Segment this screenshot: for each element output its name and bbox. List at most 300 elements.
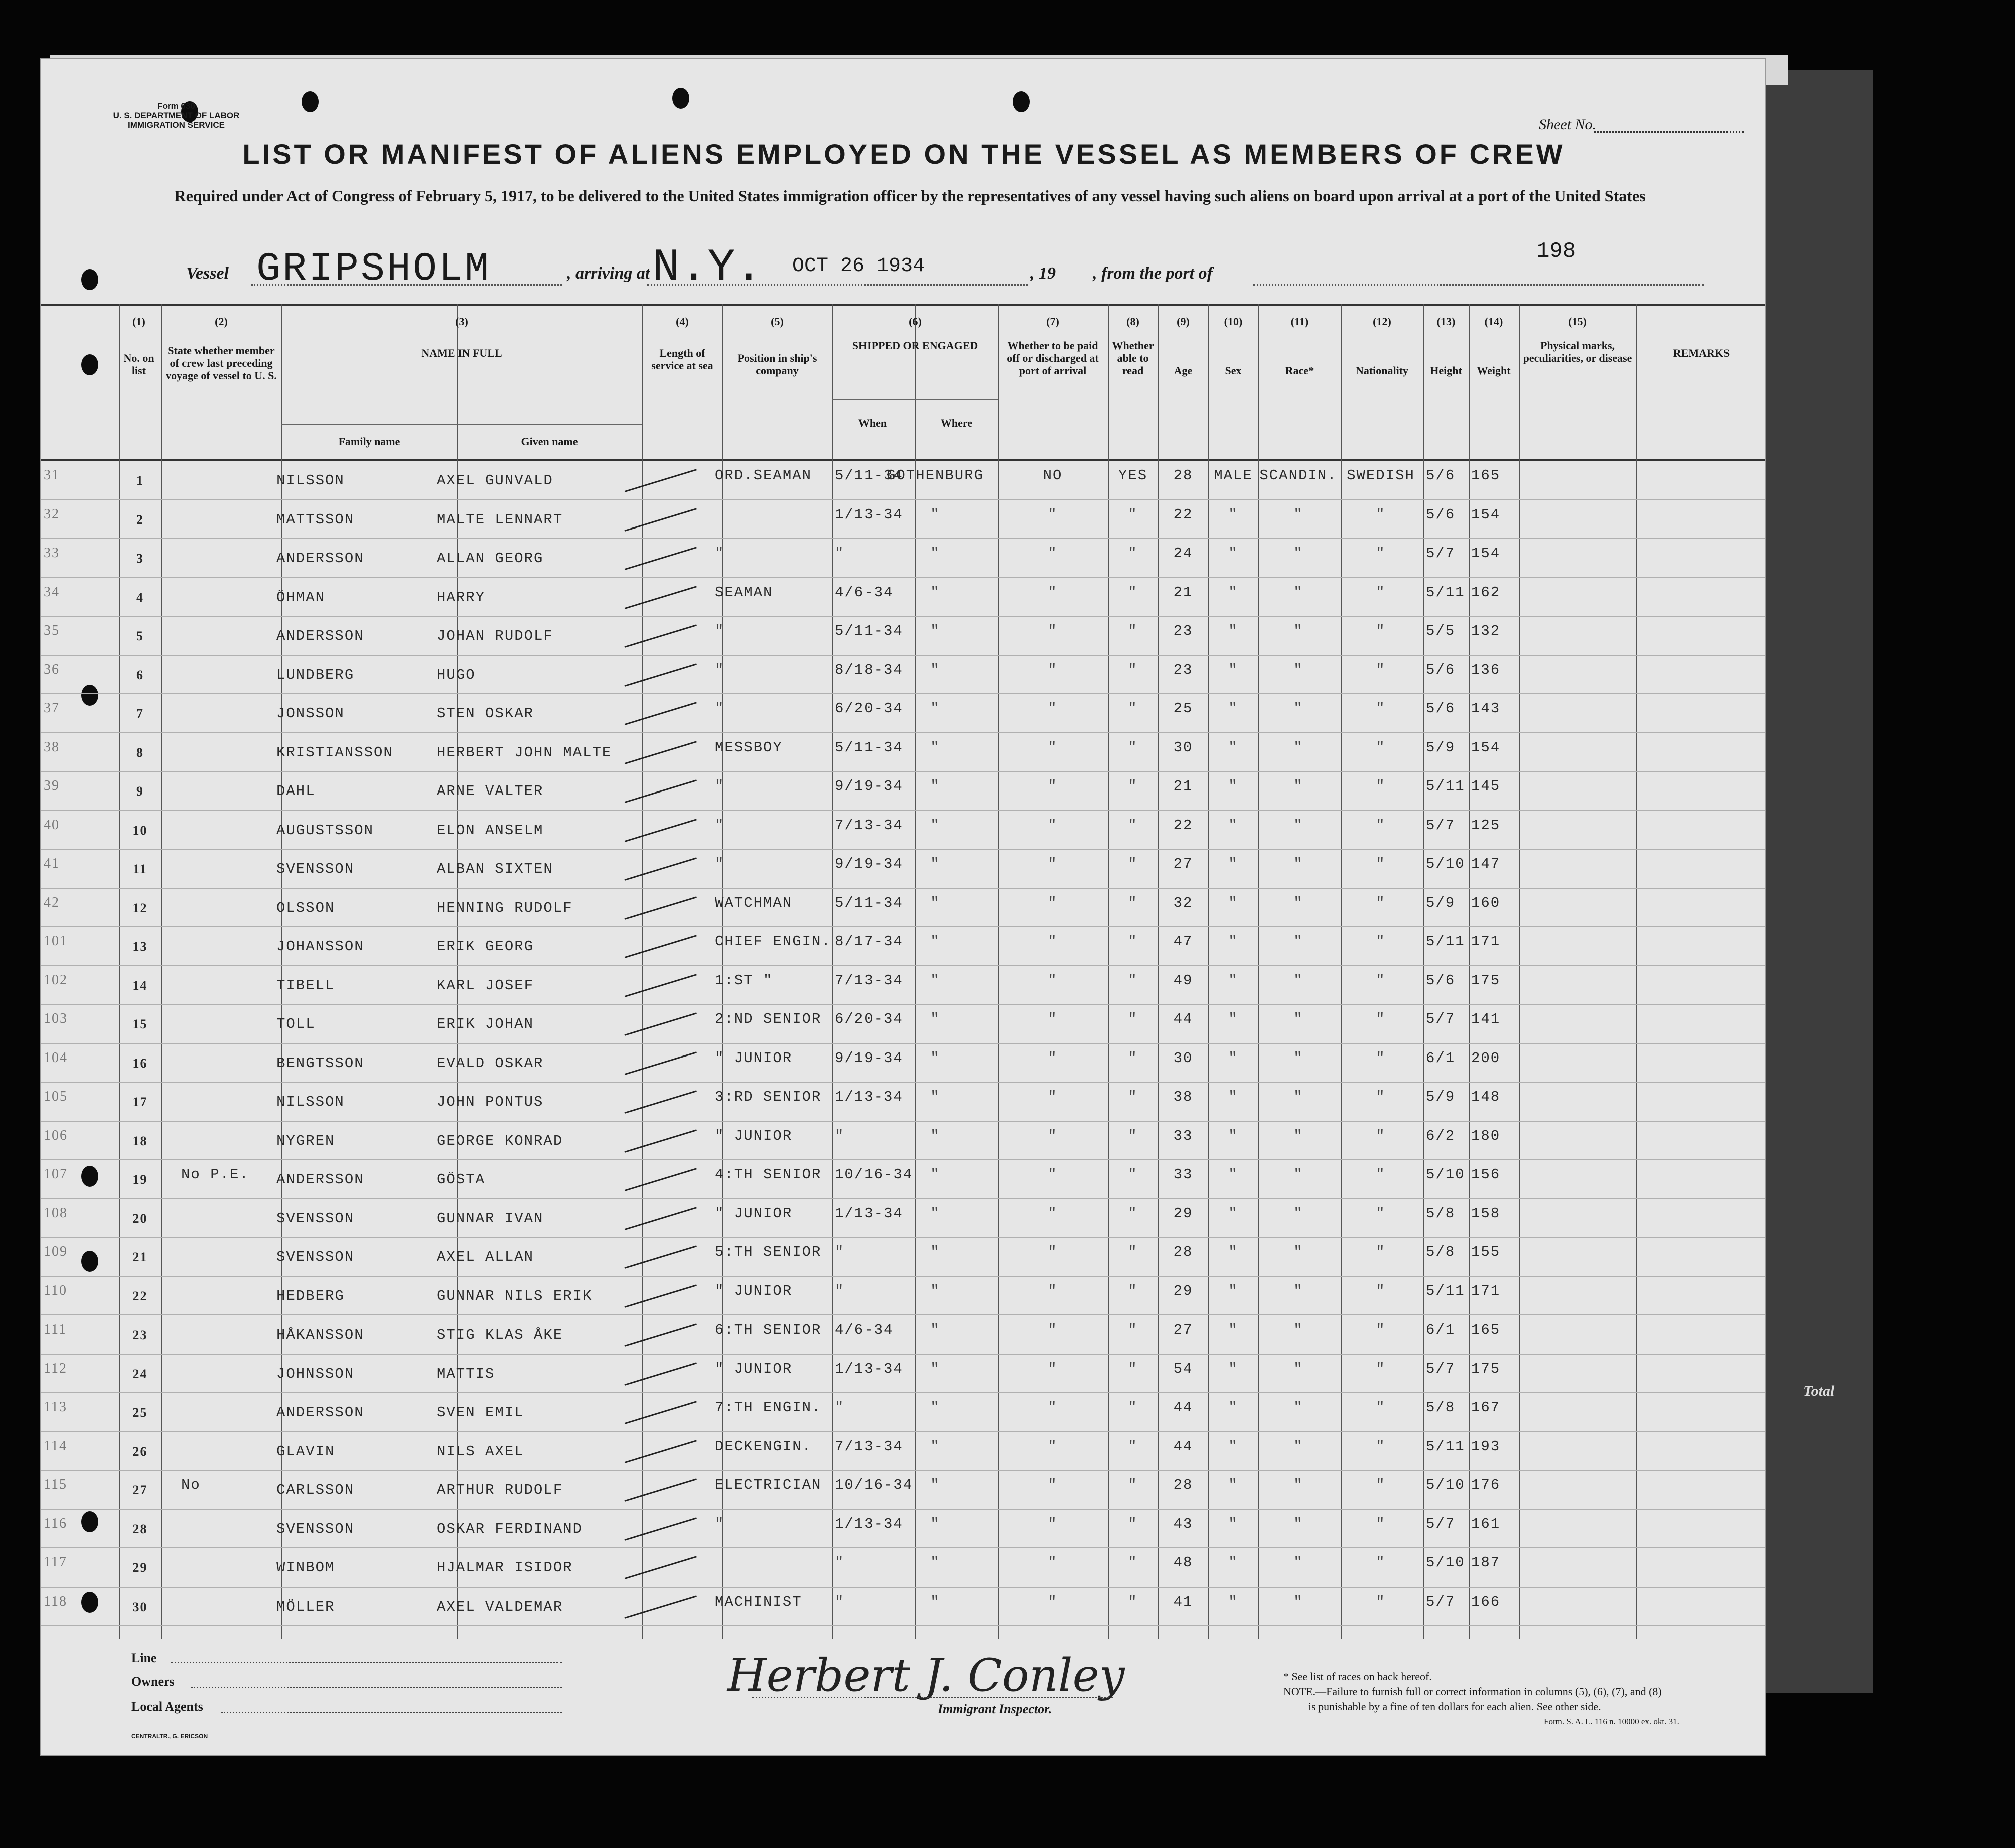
service-length-mark: [625, 1323, 697, 1347]
row-divider: [41, 1509, 1766, 1510]
given-name: SVEN EMIL: [437, 1404, 524, 1421]
age: 27: [1173, 1322, 1193, 1338]
col-6-header: SHIPPED OR ENGAGED: [852, 339, 978, 352]
service-length-mark: [625, 1478, 697, 1502]
margin-number: 35: [44, 623, 60, 638]
able-to-read: ": [1128, 545, 1138, 562]
total-label: Total: [1803, 1383, 1835, 1399]
age: 21: [1173, 584, 1193, 601]
sheet-number-label: Sheet No.: [1539, 116, 1596, 133]
nationality: ": [1376, 1360, 1386, 1377]
able-to-read: ": [1128, 1477, 1138, 1493]
shipped-when: 7/13-34: [835, 972, 903, 989]
row-divider: [41, 965, 1766, 966]
paid-off: ": [1048, 1399, 1058, 1416]
row-divider: [41, 499, 1766, 500]
sex: MALE: [1214, 467, 1253, 484]
family-name: GLAVIN: [276, 1443, 335, 1460]
age: 33: [1173, 1166, 1193, 1183]
height: 5/8: [1426, 1205, 1456, 1222]
voyage-number: 198: [1536, 239, 1576, 264]
race: ": [1293, 1438, 1303, 1455]
given-name: AXEL GUNVALD: [437, 472, 553, 489]
shipped-where: ": [930, 1166, 940, 1183]
service-length-mark: [625, 1207, 697, 1230]
race: ": [1293, 1282, 1303, 1299]
position: 2:ND SENIOR: [715, 1011, 822, 1027]
paid-off: ": [1048, 933, 1058, 950]
row-divider: [41, 1082, 1766, 1083]
row-number: 25: [132, 1405, 148, 1420]
shipped-when: 9/19-34: [835, 778, 903, 795]
position: SEAMAN: [715, 584, 773, 601]
weight: 166: [1471, 1593, 1501, 1610]
row-divider: [41, 1004, 1766, 1005]
margin-number: 32: [44, 506, 60, 522]
shipped-where: ": [930, 1477, 940, 1493]
family-name: SVENSSON: [276, 1520, 355, 1537]
height: 5/10: [1426, 1477, 1465, 1493]
race: ": [1293, 1011, 1303, 1027]
paid-off: ": [1048, 1089, 1058, 1105]
header-bottom-border: [41, 459, 1766, 461]
position: 6:TH SENIOR: [715, 1322, 822, 1338]
height: 5/11: [1426, 1438, 1465, 1455]
able-to-read: ": [1128, 584, 1138, 601]
row-number: 10: [132, 823, 148, 838]
margin-number: 110: [44, 1282, 67, 1298]
able-to-read: ": [1128, 1205, 1138, 1222]
margin-number: 38: [44, 739, 60, 755]
shipped-where: ": [930, 739, 940, 756]
shipped-when: 1/13-34: [835, 1205, 903, 1222]
able-to-read: ": [1128, 1049, 1138, 1067]
age: 22: [1173, 506, 1193, 523]
age: 44: [1173, 1438, 1193, 1455]
shipped-where: ": [930, 933, 940, 950]
service-length-mark: [625, 663, 697, 687]
margin-number: 41: [44, 856, 60, 871]
sex: ": [1228, 856, 1238, 872]
height: 5/6: [1426, 467, 1456, 484]
row-divider: [41, 577, 1766, 578]
nationality: ": [1376, 739, 1386, 756]
family-name: SVENSSON: [276, 1210, 355, 1227]
nationality: ": [1376, 817, 1386, 834]
shipped-when: 9/19-34: [835, 856, 903, 872]
nationality: ": [1376, 1515, 1386, 1532]
col-13-header: Height: [1430, 364, 1462, 377]
margin-number: 112: [44, 1360, 67, 1376]
age: 48: [1173, 1554, 1193, 1571]
margin-number: 107: [44, 1166, 68, 1182]
able-to-read: ": [1128, 894, 1138, 911]
margin-number: 114: [44, 1438, 67, 1454]
paid-off: ": [1048, 1127, 1058, 1144]
margin-number: 36: [44, 661, 60, 677]
service-length-mark: [625, 1168, 697, 1191]
family-name: ANDERSSON: [276, 1171, 364, 1188]
family-name: WINBOM: [276, 1559, 335, 1576]
paid-off: ": [1048, 739, 1058, 756]
able-to-read: ": [1128, 1244, 1138, 1260]
col-5-number: (5): [771, 315, 784, 328]
nationality: ": [1376, 1282, 1386, 1299]
margin-number: 117: [44, 1554, 67, 1570]
paid-off: ": [1048, 1515, 1058, 1532]
age: 47: [1173, 933, 1193, 950]
age: 25: [1173, 700, 1193, 717]
given-name: ARTHUR RUDOLF: [437, 1482, 563, 1498]
sex: ": [1228, 1399, 1238, 1416]
race: ": [1293, 700, 1303, 717]
family-name: NYGREN: [276, 1132, 335, 1149]
table-top-border: [41, 304, 1766, 306]
height: 5/11: [1426, 1282, 1465, 1299]
row-divider: [41, 1547, 1766, 1548]
race: ": [1293, 1089, 1303, 1105]
nationality: ": [1376, 1438, 1386, 1455]
service-length-mark: [625, 896, 697, 920]
able-to-read: ": [1128, 700, 1138, 717]
service-length-mark: [625, 702, 697, 725]
height: 5/7: [1426, 545, 1456, 562]
shipped-where: ": [930, 661, 940, 678]
margin-number: 101: [44, 933, 68, 949]
given-name: ELON ANSELM: [437, 822, 544, 839]
family-name-header: Family name: [338, 435, 400, 448]
weight: 165: [1471, 467, 1501, 484]
shipped-when: 6/20-34: [835, 700, 903, 717]
column-divider: [1519, 304, 1520, 1639]
weight: 154: [1471, 739, 1501, 756]
height: 5/9: [1426, 1089, 1456, 1105]
shipped-where: ": [930, 1282, 940, 1299]
row-divider: [41, 1587, 1766, 1588]
col-2-header: State whether member of crew last preceding voyage of vessel to U. S.: [166, 344, 277, 382]
weight: 136: [1471, 661, 1501, 678]
nationality: ": [1376, 778, 1386, 795]
shipped-when: 6/20-34: [835, 1011, 903, 1027]
able-to-read: ": [1128, 1322, 1138, 1338]
signature-line: [752, 1697, 1113, 1698]
age: 41: [1173, 1593, 1193, 1610]
paid-off: ": [1048, 1049, 1058, 1067]
margin-number: 33: [44, 545, 60, 561]
col-12-header: Nationality: [1355, 364, 1409, 377]
weight: 132: [1471, 623, 1501, 639]
column-divider: [1423, 304, 1424, 1639]
binder-hole: [302, 91, 319, 112]
age: 44: [1173, 1011, 1193, 1027]
given-name-header: Given name: [521, 435, 578, 448]
age: 29: [1173, 1282, 1193, 1299]
shipped-where: ": [930, 545, 940, 562]
col-14-number: (14): [1484, 315, 1503, 328]
shipped-where: ": [930, 506, 940, 523]
margin-number: 31: [44, 467, 60, 483]
able-to-read: ": [1128, 856, 1138, 872]
position: ": [715, 856, 725, 872]
col-12-number: (12): [1373, 315, 1391, 328]
date-line: [647, 284, 1028, 286]
margin-number: 37: [44, 700, 60, 716]
position: " JUNIOR: [715, 1360, 793, 1377]
row-divider: [41, 538, 1766, 539]
shipped-where: ": [930, 894, 940, 911]
position: " JUNIOR: [715, 1205, 793, 1222]
height: 5/8: [1426, 1244, 1456, 1260]
service-length-mark: [625, 1440, 697, 1463]
margin-number: 116: [44, 1515, 67, 1531]
family-name: MÖLLER: [276, 1598, 335, 1615]
able-to-read: ": [1128, 778, 1138, 795]
position: 3:RD SENIOR: [715, 1089, 822, 1105]
service-length-mark: [625, 779, 697, 803]
race: ": [1293, 661, 1303, 678]
service-length-mark: [625, 1595, 697, 1619]
nationality: ": [1376, 1166, 1386, 1183]
given-name: HERBERT JOHN MALTE: [437, 744, 612, 761]
service-length-mark: [625, 1517, 697, 1541]
given-name: HJALMAR ISIDOR: [437, 1559, 573, 1576]
sex: ": [1228, 1089, 1238, 1105]
row-number: 29: [132, 1560, 148, 1575]
given-name: ERIK GEORG: [437, 938, 534, 955]
position: MESSBOY: [715, 739, 783, 756]
height: 5/10: [1426, 1166, 1465, 1183]
position: 4:TH SENIOR: [715, 1166, 822, 1183]
shipped-when: 5/11-34: [835, 467, 903, 484]
sex: ": [1228, 1011, 1238, 1027]
row-number: 4: [136, 590, 144, 605]
margin-number: 106: [44, 1127, 68, 1143]
nationality: ": [1376, 856, 1386, 872]
row-number: 27: [132, 1483, 148, 1497]
when-header: When: [858, 417, 887, 429]
shipped-where: ": [930, 584, 940, 601]
service-length-mark: [625, 1012, 697, 1036]
col-10-header: Sex: [1225, 364, 1242, 377]
row-number: 26: [132, 1444, 148, 1459]
height: 6/1: [1426, 1322, 1456, 1338]
given-name: GUNNAR IVAN: [437, 1210, 544, 1227]
race: ": [1293, 1127, 1303, 1144]
nationality: ": [1376, 933, 1386, 950]
sex: ": [1228, 1477, 1238, 1493]
family-name: TOLL: [276, 1016, 316, 1032]
printer-mark: CENTRALTR., G. ERICSON: [131, 1733, 208, 1740]
given-name: HUGO: [437, 666, 476, 683]
service-length-mark: [625, 974, 697, 997]
service-length-mark: [625, 1129, 697, 1153]
vessel-label: Vessel: [186, 264, 229, 283]
able-to-read: ": [1128, 1438, 1138, 1455]
row-number: 6: [136, 667, 144, 682]
family-name: MATTSSON: [276, 511, 355, 528]
race: ": [1293, 1360, 1303, 1377]
service-length-mark: [625, 508, 697, 532]
row-number: 2: [136, 512, 144, 527]
weight: 154: [1471, 545, 1501, 562]
weight: 200: [1471, 1049, 1501, 1067]
sex: ": [1228, 623, 1238, 639]
nationality: ": [1376, 1089, 1386, 1105]
able-to-read: ": [1128, 972, 1138, 989]
column-divider: [281, 304, 282, 1639]
col-3-number: (3): [455, 315, 468, 328]
nationality: ": [1376, 1244, 1386, 1260]
col-11-header: Race*: [1285, 364, 1314, 377]
row-divider: [41, 1354, 1766, 1355]
sex: ": [1228, 1166, 1238, 1183]
family-name: NILSSON: [276, 1094, 345, 1110]
height: 5/11: [1426, 584, 1465, 601]
race: ": [1293, 1166, 1303, 1183]
shipped-when: ": [835, 1593, 845, 1610]
able-to-read: ": [1128, 661, 1138, 678]
weight: 125: [1471, 817, 1501, 834]
shipped-when: 1/13-34: [835, 1515, 903, 1532]
age: 49: [1173, 972, 1193, 989]
nationality: ": [1376, 506, 1386, 523]
shipped-when: 10/16-34: [835, 1166, 913, 1183]
row-number: 18: [132, 1133, 148, 1148]
margin-number: 109: [44, 1244, 68, 1259]
age: 23: [1173, 661, 1193, 678]
position: CHIEF ENGIN.: [715, 933, 831, 950]
row-divider: [41, 732, 1766, 733]
col-4-number: (4): [676, 315, 689, 328]
race: ": [1293, 778, 1303, 795]
shipped-where: ": [930, 623, 940, 639]
nationality: ": [1376, 1205, 1386, 1222]
row-divider: [41, 1276, 1766, 1277]
owners-field: [191, 1687, 562, 1688]
arrival-date-stamp: OCT 26 1934: [792, 255, 925, 278]
service-length-mark: [625, 857, 697, 881]
column-divider: [832, 304, 833, 1639]
paid-off: ": [1048, 700, 1058, 717]
height: 6/2: [1426, 1127, 1456, 1144]
arrival-port: N.Y.: [652, 241, 763, 294]
row-number: 15: [132, 1017, 148, 1031]
height: 5/8: [1426, 1399, 1456, 1416]
shipped-when: 5/11-34: [835, 623, 903, 639]
requirement-text: Required under Act of Congress of February 5, 1917, to be delivered to the United States immigration officer by the representatives of any vessel having such aliens on board upon arrival at a port of the United States: [174, 187, 1646, 205]
paid-off: ": [1048, 894, 1058, 911]
nationality: ": [1376, 1593, 1386, 1610]
nationality: ": [1376, 1049, 1386, 1067]
race: ": [1293, 584, 1303, 601]
family-name: DAHL: [276, 783, 316, 800]
service-length-mark: [625, 819, 697, 842]
given-name: OSKAR FERDINAND: [437, 1520, 583, 1537]
height: 5/5: [1426, 623, 1456, 639]
height: 5/11: [1426, 933, 1465, 950]
able-to-read: ": [1128, 1282, 1138, 1299]
able-to-read: ": [1128, 1399, 1138, 1416]
margin-number: 42: [44, 894, 60, 910]
given-name: GUNNAR NILS ERIK: [437, 1287, 593, 1304]
paid-off: ": [1048, 1011, 1058, 1027]
able-to-read: ": [1128, 739, 1138, 756]
race: ": [1293, 1515, 1303, 1532]
arriving-label: , arriving at: [567, 264, 650, 283]
race: ": [1293, 506, 1303, 523]
previous-voyage: No P.E.: [181, 1166, 249, 1183]
age: 27: [1173, 856, 1193, 872]
row-number: 8: [136, 745, 144, 760]
family-name: LUNDBERG: [276, 666, 355, 683]
age: 33: [1173, 1127, 1193, 1144]
position: ": [715, 1515, 725, 1532]
nationality: ": [1376, 1011, 1386, 1027]
weight: 176: [1471, 1477, 1501, 1493]
age: 28: [1173, 467, 1193, 484]
shipped-when: ": [835, 1554, 845, 1571]
race: ": [1293, 894, 1303, 911]
row-number: 19: [132, 1172, 148, 1187]
sex: ": [1228, 778, 1238, 795]
sex: ": [1228, 972, 1238, 989]
nineteen-label: , 19: [1030, 264, 1056, 283]
able-to-read: ": [1128, 933, 1138, 950]
position: ELECTRICIAN: [715, 1477, 822, 1493]
col-9-number: (9): [1177, 315, 1190, 328]
shipped-when: 7/13-34: [835, 817, 903, 834]
service-length-mark: [625, 469, 697, 492]
age: 43: [1173, 1515, 1193, 1532]
nationality: ": [1376, 894, 1386, 911]
given-name: HENNING RUDOLF: [437, 899, 573, 916]
age: 54: [1173, 1360, 1193, 1377]
row-number: 24: [132, 1366, 148, 1381]
age: 28: [1173, 1477, 1193, 1493]
margin-number: 111: [44, 1322, 67, 1337]
row-number: 1: [136, 473, 144, 488]
paid-off: ": [1048, 1244, 1058, 1260]
page-title: LIST OR MANIFEST OF ALIENS EMPLOYED ON THE VESSEL AS MEMBERS OF CREW: [242, 138, 1565, 170]
sex: ": [1228, 1360, 1238, 1377]
weight: 162: [1471, 584, 1501, 601]
sex: ": [1228, 506, 1238, 523]
able-to-read: ": [1128, 1593, 1138, 1610]
paid-off: ": [1048, 661, 1058, 678]
fine-note: is punishable by a fine of ten dollars for each alien. See other side.: [1308, 1700, 1601, 1713]
col-3-header: NAME IN FULL: [421, 347, 502, 359]
form-number: Form 630: [157, 101, 195, 111]
able-to-read: ": [1128, 1127, 1138, 1144]
given-name: HARRY: [437, 589, 486, 606]
family-name: KRISTIANSSON: [276, 744, 393, 761]
nationality: SWEDISH: [1347, 467, 1415, 484]
family-name: ANDERSSON: [276, 550, 364, 567]
family-name: HEDBERG: [276, 1287, 345, 1304]
weight: 147: [1471, 856, 1501, 872]
position: WATCHMAN: [715, 894, 793, 911]
paid-off: ": [1048, 817, 1058, 834]
col-11-number: (11): [1290, 315, 1309, 328]
sex: ": [1228, 1322, 1238, 1338]
weight: 156: [1471, 1166, 1501, 1183]
shipped-where: ": [930, 1360, 940, 1377]
able-to-read: YES: [1118, 467, 1148, 484]
weight: 143: [1471, 700, 1501, 717]
race: ": [1293, 1399, 1303, 1416]
sex: ": [1228, 584, 1238, 601]
shipped-where: ": [930, 1205, 940, 1222]
